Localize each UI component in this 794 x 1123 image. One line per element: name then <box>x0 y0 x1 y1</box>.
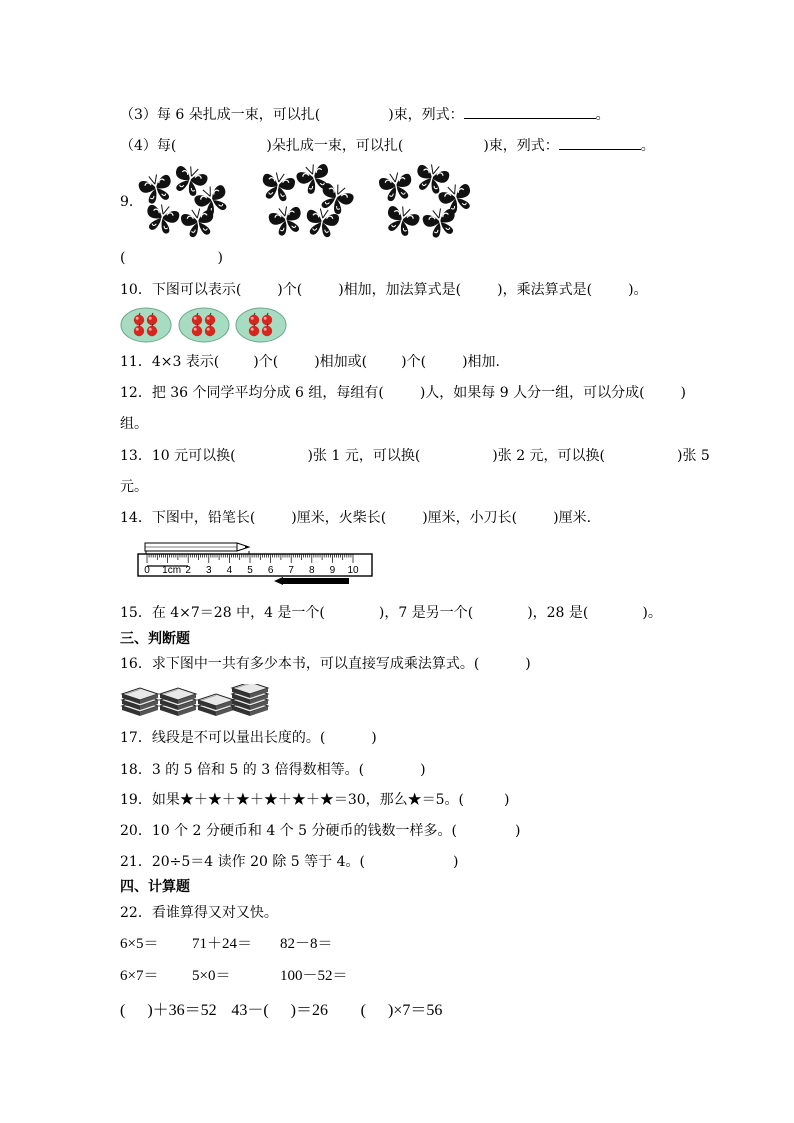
q22: 22．看谁算得又对又快。 <box>120 905 278 921</box>
butterfly-group-1 <box>138 162 233 238</box>
book-stack <box>122 688 158 716</box>
ruler-label: 2 <box>185 565 191 576</box>
q13: 13．10 元可以换( )张 1 元，可以换( )张 2 元，可以换( )张 5 <box>120 448 710 464</box>
q12: 12．把 36 个同学平均分成 6 组，每组有( )人，如果每 9 人分一组，可以分成( ) <box>120 385 687 401</box>
ruler-figure <box>136 540 376 590</box>
answer-line[interactable] <box>464 104 596 119</box>
ruler-label: 10 <box>347 565 359 576</box>
q20: 20．10 个 2 分硬币和 4 个 5 分硬币的钱数一样多。( ) <box>120 823 521 839</box>
q8-line3: （3）每 6 朵扎成一束，可以扎( )束，列式： 。 <box>120 104 610 125</box>
book-stack <box>198 694 234 716</box>
q11: 11．4×3 表示( )个( )相加或( )个( )相加. <box>120 354 501 370</box>
butterfly-groups-image <box>138 160 478 244</box>
q17: 17．线段是不可以量出长度的。( ) <box>120 730 377 746</box>
book-stacks-image <box>120 684 270 718</box>
q14: 14．下图中，铅笔长( )厘米，火柴长( )厘米，小刀长( )厘米. <box>120 510 592 526</box>
q21: 21．20÷5＝4 读作 20 除 5 等于 4。( ) <box>120 854 459 870</box>
section-3-title: 三、判断题 <box>120 631 190 647</box>
apple-plate <box>121 308 171 342</box>
book-stack <box>160 688 196 716</box>
q8-line4: （4）每( )朵扎成一束，可以扎( )束，列式： 。 <box>120 135 655 156</box>
q15: 15．在 4×7＝28 中，4 是一个( )，7 是另一个( )，28 是( )。 <box>120 605 662 621</box>
ruler-label: 5 <box>247 565 253 576</box>
q10: 10．下图可以表示( )个( )相加，加法算式是( )，乘法算式是( )。 <box>120 282 648 298</box>
q13-cont: 元。 <box>120 479 148 495</box>
q9-number: 9． <box>120 194 143 210</box>
q9-answer: ( ) <box>120 250 223 266</box>
calc-row-1: 6×5＝ 71＋24＝ 82－8＝ <box>120 936 333 952</box>
ruler-label: 9 <box>329 565 336 576</box>
ruler-label: 8 <box>309 565 315 576</box>
ruler-label: 6 <box>267 565 274 576</box>
q16: 16．求下图中一共有多少本书，可以直接写成乘法算式。( ) <box>120 656 531 672</box>
q19: 19．如果★＋★＋★＋★＋★＋★＝30，那么★＝5。( ) <box>120 792 510 808</box>
calc-row-2: 6×7＝ 5×0＝ 100－52＝ <box>120 968 348 984</box>
ruler-label: 0 <box>144 565 150 576</box>
apple-plates-image <box>118 305 288 345</box>
butterfly-group-3 <box>378 161 476 240</box>
pencil <box>145 543 249 551</box>
book-stack <box>232 684 268 716</box>
ruler-label: 7 <box>288 565 294 576</box>
ruler-label: 4 <box>226 565 233 576</box>
q18: 18．3 的 5 倍和 5 的 3 倍得数相等。( ) <box>120 762 426 778</box>
apple-plate <box>236 308 286 342</box>
q12-cont: 组。 <box>120 416 148 432</box>
apple-plate <box>179 308 229 342</box>
answer-line[interactable] <box>559 135 641 150</box>
ruler-label: 1cm <box>162 565 182 576</box>
knife <box>274 577 349 585</box>
calc-row-3: ( )＋36＝52 43－( )＝26 ( )×7＝56 <box>120 1002 443 1019</box>
ruler-label: 3 <box>206 565 212 576</box>
butterfly-group-2 <box>260 160 357 238</box>
section-4-title: 四、计算题 <box>120 879 190 895</box>
